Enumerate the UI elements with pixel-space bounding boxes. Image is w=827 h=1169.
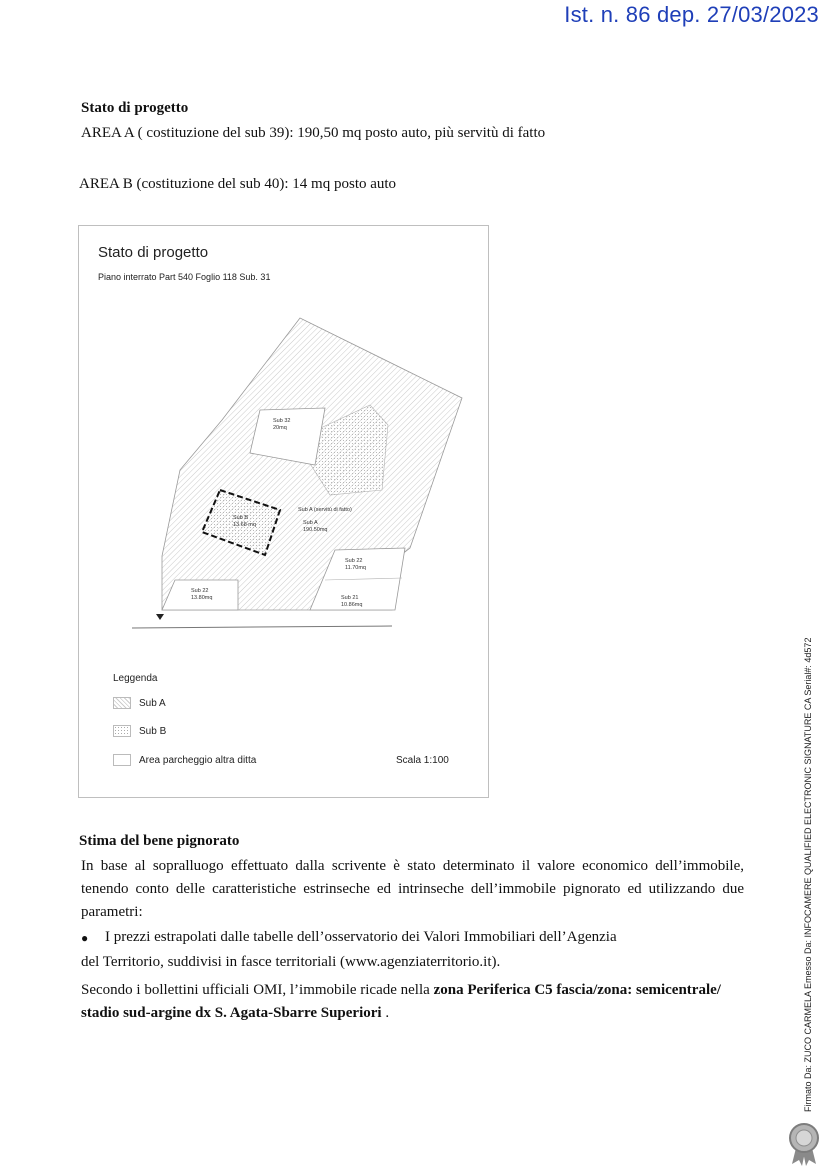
sub-22-left-area: 13.80mq: [191, 595, 213, 601]
bullet-omi-continuation: del Territorio, suddivisi in fasce territoriali (www.agenziaterritorio.it).: [81, 954, 501, 970]
sub-22-right-area: 11.70mq: [345, 565, 366, 571]
sub-22-left-label: Sub 22: [191, 588, 209, 594]
area-a-line: AREA A ( costituzione del sub 39): 190,50 mq posto auto, più servitù di fatto: [81, 125, 546, 141]
figure-title: Stato di progetto: [98, 244, 209, 261]
sub-22-right-label: Sub 22: [345, 558, 363, 564]
scale-label: Scala 1:100: [396, 755, 449, 766]
legend-title: Leggenda: [113, 673, 158, 684]
omi-suffix: .: [381, 1005, 390, 1021]
sub-32-area: 20mq: [273, 425, 287, 431]
estimate-intro: In base al sopralluogo effettuato dalla scrivente è stato determinato il valore economico dell’immobile, tenendo conto delle caratteristiche estrinseche ed intrinseche dell’immobile pignorato ed utilizzando due parametri:: [81, 858, 744, 920]
sub-32-label: Sub 32: [273, 418, 291, 424]
bullet-omi-line: I prezzi estrapolati dalle tabelle dell’osservatorio dei Valori Immobiliari dell’Agenzia: [105, 929, 617, 945]
project-section-title: Stato di progetto: [81, 100, 189, 116]
legend-label-sub-b: Sub B: [139, 726, 167, 737]
sub-b-area-label: 13.68 mq: [233, 522, 256, 528]
estimate-section-title: Stima del bene pignorato: [79, 833, 240, 849]
sub-a-servitu-label: Sub A (servitù di fatto): [298, 507, 352, 513]
floor-plan-drawing: [120, 310, 470, 640]
legend-swatch-sub-a: [113, 697, 131, 709]
figure-subtitle: Piano interrato Part 540 Foglio 118 Sub. 31: [98, 272, 271, 282]
sub-a-label: Sub A: [303, 520, 318, 526]
omi-prefix: Secondo i bollettini ufficiali OMI, l’immobile ricade nella: [81, 982, 434, 998]
sub-a-area-label: 190.50mq: [303, 527, 328, 533]
area-b-line: AREA B (costituzione del sub 40): 14 mq posto auto: [79, 176, 397, 192]
legend-label-sub-a: Sub A: [139, 698, 166, 709]
legend-label-other-parking: Area parcheggio altra ditta: [139, 755, 257, 766]
bullet-marker: ●: [81, 931, 89, 945]
deposit-stamp: Ist. n. 86 dep. 27/03/2023: [564, 2, 819, 27]
signature-seal-icon: [786, 1122, 822, 1166]
omi-zone-bold: zona Periferica C5 fascia/zona: semicentrale/ stadio sud-argine dx S. Agata-Sbarre Superiori: [81, 982, 721, 1021]
digital-signature-note: Firmato Da: ZUCO CARMELA Emesso Da: INFOCAMERE QUALIFIED ELECTRONIC SIGNATURE CA Serial#: 4d572: [803, 637, 813, 1112]
legend-swatch-sub-b: [113, 725, 131, 737]
sub-21-area: 10.86mq: [341, 602, 363, 608]
sub-21-label: Sub 21: [341, 595, 359, 601]
omi-zone-paragraph: [81, 979, 744, 1025]
sub-b-label: Sub B: [233, 515, 248, 521]
legend-swatch-other-parking: [113, 754, 131, 766]
